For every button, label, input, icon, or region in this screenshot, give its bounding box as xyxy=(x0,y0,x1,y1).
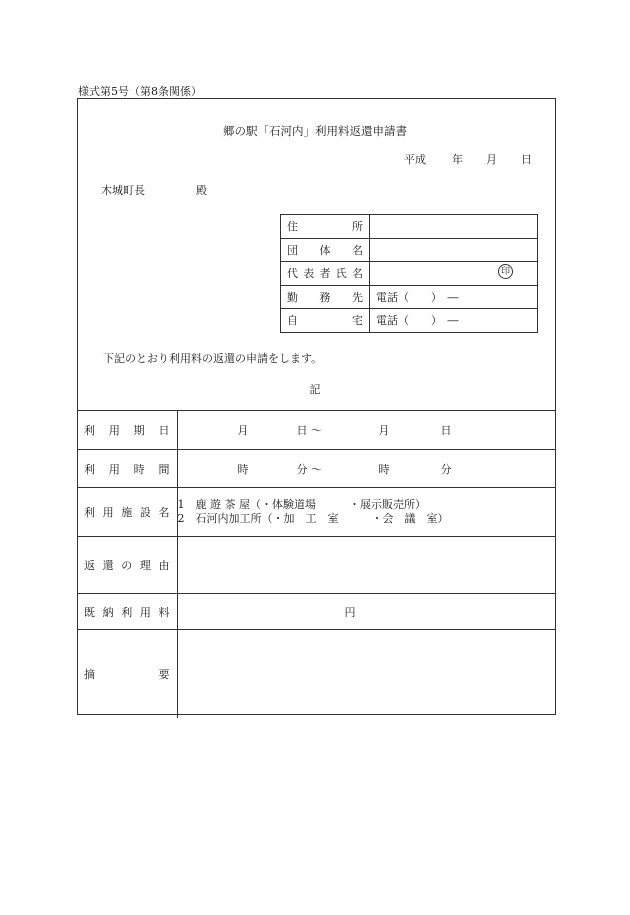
time-row xyxy=(77,450,556,488)
page-title: 郷の駅「石河内」利用料返還申請書 xyxy=(223,124,407,138)
reason-row xyxy=(77,537,556,594)
date-era: 平成 xyxy=(404,153,426,166)
honorific: 殿 xyxy=(196,184,207,197)
home-label: 自 宅 xyxy=(287,314,363,328)
address-row xyxy=(281,215,538,239)
group-row xyxy=(281,238,538,262)
time-field[interactable]: 時 分 〜 時 分 xyxy=(177,450,556,488)
facility-option-2[interactable]: 2 石河内加工所（・加 工 室 ・会 議 室） xyxy=(177,512,449,525)
time-label: 利 用 時 間 xyxy=(84,462,170,476)
period-label: 利 用 期 日 xyxy=(84,424,170,437)
facility-row xyxy=(77,488,556,537)
paid-row xyxy=(77,594,556,630)
date-year: 年 xyxy=(452,153,463,166)
form-number-label: 様式第5号（第8条関係） xyxy=(78,85,202,98)
date-month: 月 xyxy=(486,153,497,166)
note-label: 摘 要 xyxy=(84,668,170,681)
period-field[interactable]: 月 日 〜 月 日 xyxy=(177,411,556,450)
note-field[interactable] xyxy=(177,630,556,719)
workplace-row xyxy=(281,285,538,309)
ki-heading: 記 xyxy=(309,383,321,396)
group-field[interactable] xyxy=(370,238,538,262)
period-row xyxy=(77,411,556,450)
address-field[interactable] xyxy=(370,215,538,239)
group-label: 団 体 名 xyxy=(287,243,363,257)
representative-label: 代 表 者 氏 名 xyxy=(287,267,363,281)
recipient: 木城町長 xyxy=(101,184,145,197)
facility-option-1[interactable]: 1 鹿 遊 茶 屋（・体験道場 ・展示販売所） xyxy=(177,498,426,511)
home-phone[interactable]: 電話（ ） ― xyxy=(370,309,538,333)
paid-field[interactable] xyxy=(177,594,556,630)
note-row xyxy=(77,630,556,719)
statement: 下記のとおり利用料の返還の申請をします。 xyxy=(103,352,323,365)
seal-icon: 印 xyxy=(498,264,513,279)
facility-options[interactable] xyxy=(177,488,556,537)
home-row xyxy=(281,309,538,333)
reason-label: 返 還 の 理 由 xyxy=(84,559,170,572)
date-day: 日 xyxy=(521,153,532,166)
facility-label: 利 用 施 設 名 xyxy=(84,506,170,519)
reason-field[interactable] xyxy=(177,537,556,594)
workplace-label: 勤 務 先 xyxy=(287,290,363,304)
yen-unit: 円 xyxy=(344,605,356,619)
address-label: 住 所 xyxy=(287,220,363,234)
detail-table xyxy=(77,410,556,718)
workplace-phone[interactable]: 電話（ ） ― xyxy=(370,285,538,309)
paid-label: 既 納 利 用 料 xyxy=(84,605,170,619)
